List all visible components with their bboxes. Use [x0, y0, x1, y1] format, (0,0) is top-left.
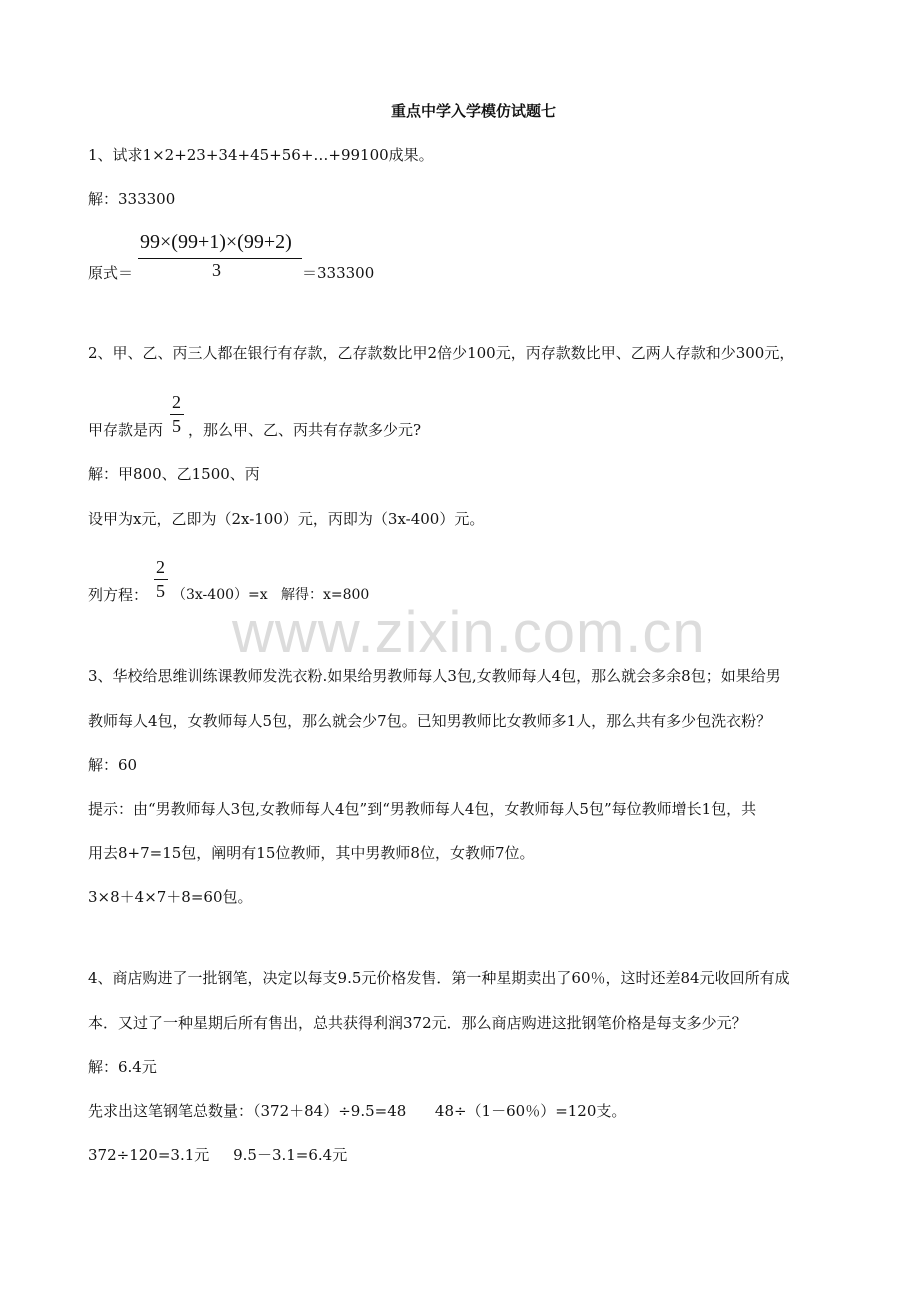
q2-fraction-numerator: 2 — [172, 392, 181, 412]
q2-question-prefix: 甲存款是丙 — [88, 421, 164, 439]
q4-step2: 372÷120=3.1元 9.5－3.1=6.4元 — [88, 1146, 348, 1164]
q3-question-line2: 教师每人4包，女教师每人5包，那么就会少7包。已知男教师比女教师多1人，那么共有多少包洗衣粉？ — [88, 712, 772, 730]
q4-answer: 解：6.4元 — [88, 1058, 157, 1076]
q2-equation-fraction-bar — [154, 579, 168, 580]
q2-fraction-denominator: 5 — [172, 416, 181, 436]
q2-fraction-bar — [170, 414, 184, 415]
q2-answer: 解：甲800、乙1500、丙 — [88, 465, 260, 483]
q2-step1: 设甲为x元，乙即为（2x-100）元，丙即为（3x-400）元。 — [88, 510, 485, 528]
q2-question-line1: 2、甲、乙、丙三人都在银行有存款，乙存款数比甲2倍少100元，丙存款数比甲、乙两人存款和少300元， — [88, 344, 795, 362]
q1-answer: 解：333300 — [88, 190, 176, 208]
q1-formula-numerator: 99×(99+1)×(99+2) — [140, 231, 292, 253]
q4-question-line1: 4、商店购进了一批钢笔，决定以每支9.5元价格发售．第一种星期卖出了60％，这时还差84元收回所有成 — [88, 969, 790, 987]
q2-equation-fraction-numerator: 2 — [156, 557, 165, 577]
q2-equation-fraction-denominator: 5 — [156, 581, 165, 601]
q3-hint-line2: 用去8+7=15包，阐明有15位教师，其中男教师8位，女教师7位。 — [88, 844, 535, 862]
q1-formula-bar — [138, 258, 302, 259]
q4-step1: 先求出这笔钢笔总数量：（372＋84）÷9.5=48 48÷（1－60％）=120支。 — [88, 1102, 627, 1120]
q3-hint-line1: 提示：由“男教师每人3包,女教师每人4包”到“男教师每人4包，女教师每人5包”每位教师增长1包，共 — [88, 800, 757, 818]
page-title: 重点中学入学模仿试题七 — [391, 102, 557, 120]
q2-equation-suffix: （3x-400）=x 解得：x=800 — [172, 587, 370, 603]
q1-formula-prefix: 原式＝ — [88, 264, 134, 282]
q2-equation-prefix: 列方程： — [88, 586, 149, 604]
q1-formula-denominator: 3 — [212, 260, 221, 280]
q1-formula-result: ＝333300 — [302, 264, 375, 282]
q3-answer: 解：60 — [88, 756, 138, 774]
q2-question-suffix: ，那么甲、乙、丙共有存款多少元? — [188, 421, 422, 439]
q3-question-line1: 3、华校给思维训练课教师发洗衣粉.如果给男教师每人3包,女教师每人4包，那么就会多余8包；如果给男 — [88, 667, 781, 685]
q3-calc: 3×8＋4×7＋8=60包。 — [88, 888, 253, 906]
q1-question: 1、试求1×2+23+34+45+56+…+99100成果。 — [88, 146, 434, 164]
watermark-text: www.zixin.com.cn — [232, 600, 706, 665]
q4-question-line2: 本．又过了一种星期后所有售出，总共获得利润372元．那么商店购进这批钢笔价格是每支多少元？ — [88, 1014, 747, 1032]
